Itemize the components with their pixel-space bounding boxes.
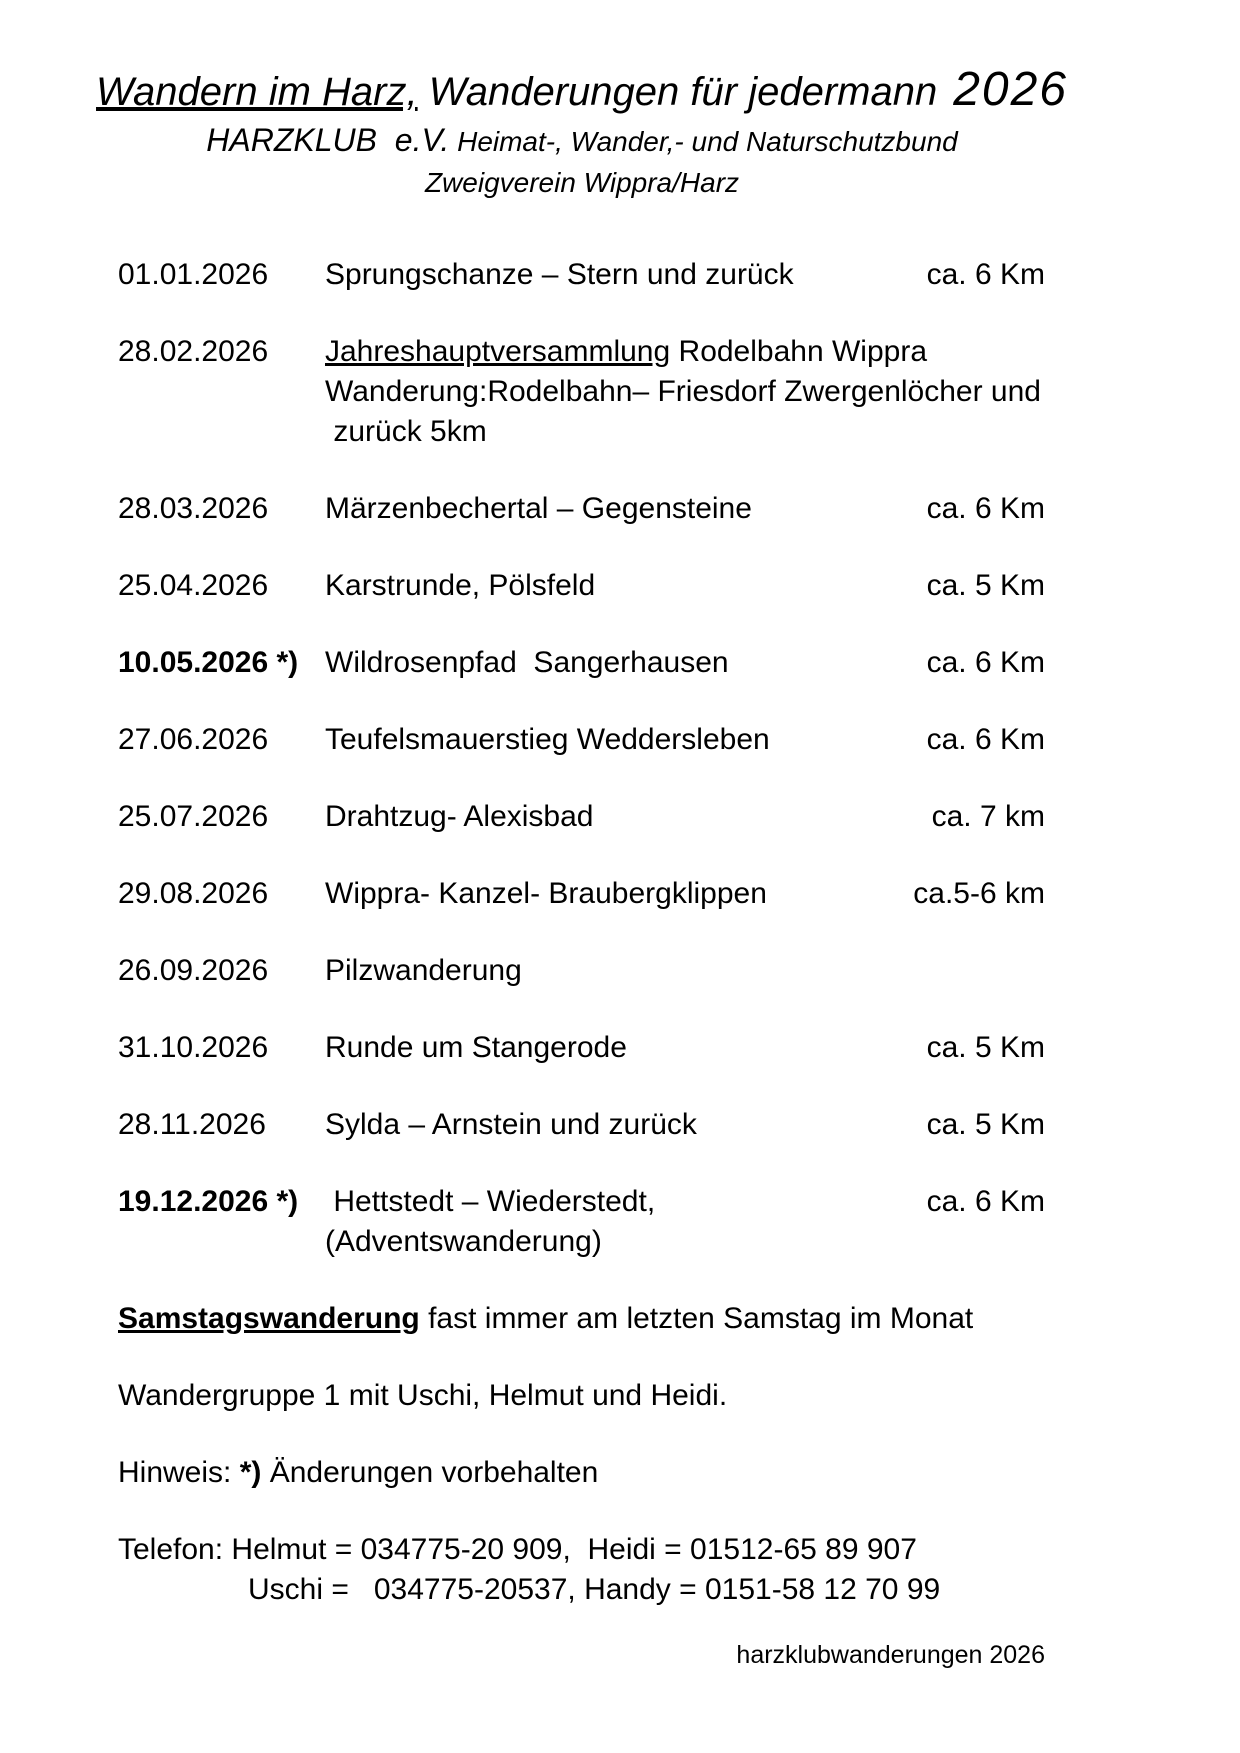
hike-date: 01.01.2026 (118, 258, 269, 291)
hike-title-text: Sylda – Arnstein und zurück (325, 1108, 697, 1141)
phone-line-2: Uschi = 034775-20537, Handy = 0151-58 12 70 99 (248, 1573, 941, 1606)
hike-distance: ca. 5 Km (926, 1108, 1045, 1141)
hike-title-text: Hettstedt – Wiederstedt, (Adventswanderung) (325, 1185, 664, 1258)
hike-title-text: Drahtzug- Alexisbad (325, 800, 594, 833)
notes-section (118, 1299, 1045, 1670)
page-title (0, 64, 1164, 118)
schedule-row (118, 1182, 1045, 1262)
hike-date: 27.06.2026 (118, 723, 269, 756)
hike-title-extra-line: zurück 5km (325, 415, 487, 448)
title-underlined: Wandern im Harz, (96, 70, 418, 114)
hint-prefix: Hinweis: (118, 1456, 240, 1489)
schedule-list (118, 255, 1045, 1262)
hike-title-text: Sprungschanze – Stern und zurück (325, 258, 794, 291)
hike-distance: ca. 5 Km (926, 1031, 1045, 1064)
hike-title-text: Runde um Stangerode (325, 1031, 627, 1064)
hike-distance: ca. 6 Km (926, 1185, 1045, 1218)
hike-date: 10.05.2026 *) (118, 646, 299, 679)
hike-title-text: Wildrosenpfad Sangerhausen (325, 646, 729, 679)
hike-title-text: Pilzwanderung (325, 954, 522, 987)
hike-date: 26.09.2026 (118, 954, 269, 987)
schedule-row (118, 1105, 1045, 1145)
hike-distance: ca.5-6 km (913, 877, 1045, 910)
hike-title (325, 255, 927, 295)
hike-distance: ca. 6 Km (926, 646, 1045, 679)
title-year: 2026 (953, 63, 1068, 116)
hike-title-text: Karstrunde, Pölsfeld (325, 569, 596, 602)
schedule-row (118, 951, 1045, 991)
hike-date: 28.11.2026 (118, 1108, 266, 1141)
hike-title (325, 643, 927, 683)
phone-line-1: Telefon: Helmut = 034775-20 909, Heidi = 01512-65 89 907 (118, 1533, 917, 1566)
document-header (0, 0, 1164, 202)
schedule-row (118, 255, 1045, 295)
hike-date: 19.12.2026 *) (118, 1185, 299, 1218)
hike-title-text: Teufelsmauerstieg Weddersleben (325, 723, 770, 756)
branch-name: Zweigverein Wippra/Harz (424, 167, 740, 198)
hike-title-text: Wippra- Kanzel- Braubergklippen (325, 877, 767, 910)
hike-title-underlined: Jahreshauptversammlung (325, 335, 671, 368)
hike-date: 25.04.2026 (118, 569, 269, 602)
hike-distance: ca. 6 Km (926, 492, 1045, 525)
hike-date: 28.03.2026 (118, 492, 269, 525)
hike-title (325, 797, 932, 837)
hike-date: 25.07.2026 (118, 800, 269, 833)
hike-title (325, 951, 1045, 991)
hike-distance: ca. 6 Km (926, 258, 1045, 291)
schedule-row (118, 874, 1045, 914)
hike-title (325, 720, 927, 760)
hike-date: 29.08.2026 (118, 877, 269, 910)
hike-title (325, 1105, 927, 1145)
org-description: Heimat-, Wander,- und Naturschutzbund (449, 126, 958, 157)
hint-asterisk: *) (239, 1456, 262, 1489)
saturday-note-heading: Samstagswanderung (118, 1302, 420, 1335)
hike-distance: ca. 7 km (931, 800, 1045, 833)
hike-distance: ca. 6 Km (926, 723, 1045, 756)
org-name: HARZKLUB e.V. (206, 122, 450, 158)
hike-title (325, 874, 913, 914)
hike-distance: ca. 5 Km (926, 569, 1045, 602)
hike-title-extra-line: Wanderung:Rodelbahn– Friesdorf Zwergenlöcher und (325, 375, 1041, 408)
schedule-row (118, 797, 1045, 837)
hike-title (325, 1182, 927, 1262)
subtitle-org-line (0, 118, 1164, 164)
hint-note (118, 1453, 1045, 1493)
schedule-row (118, 332, 1045, 452)
title-rest: Wanderungen für jedermann (417, 70, 938, 114)
hike-title-text: Rodelbahn Wippra (670, 335, 928, 368)
schedule-row (118, 566, 1045, 606)
hike-title (325, 489, 927, 529)
hike-title (325, 566, 927, 606)
hike-title-text: Märzenbechertal – Gegensteine (325, 492, 752, 525)
schedule-row (118, 489, 1045, 529)
footer-note: harzklubwanderungen 2026 (736, 1641, 1045, 1669)
hike-date: 31.10.2026 (118, 1031, 269, 1064)
hike-date: 28.02.2026 (118, 335, 269, 368)
group-note: Wandergruppe 1 mit Uschi, Helmut und Heidi. (118, 1379, 728, 1412)
schedule-row (118, 720, 1045, 760)
hike-title (325, 1028, 927, 1068)
saturday-note (118, 1299, 1045, 1339)
hint-text: Änderungen vorbehalten (261, 1456, 599, 1489)
schedule-row (118, 643, 1045, 683)
saturday-note-text: fast immer am letzten Samstag im Monat (419, 1302, 974, 1335)
hike-title (325, 332, 1045, 452)
schedule-row (118, 1028, 1045, 1068)
